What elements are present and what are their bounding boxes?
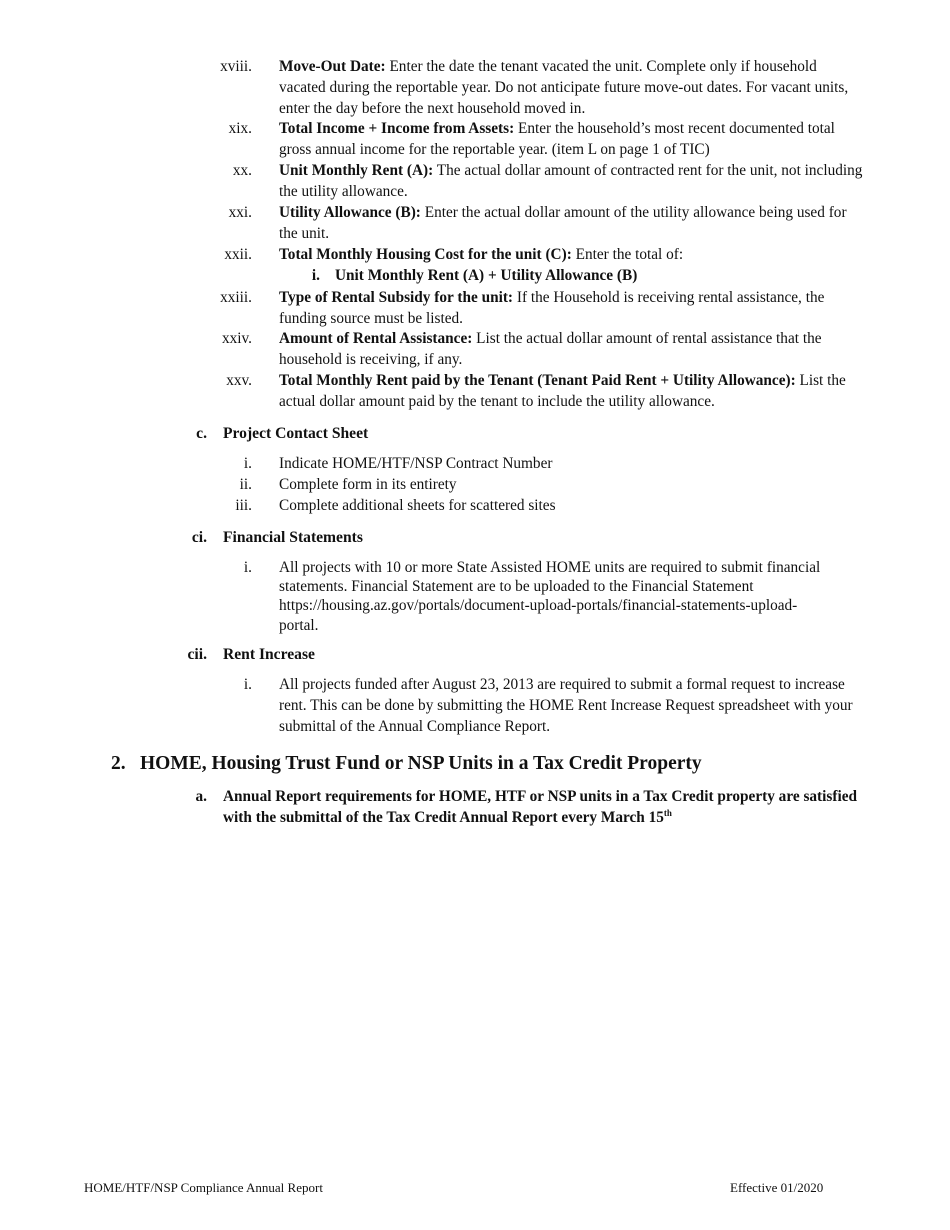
item-text: Enter the date the tenant vacated the unit. Complete only if household vacated during the reportable year. Do not anticipate future move-out dates. For vacant units, enter the day before the next household moved in. <box>279 58 849 117</box>
list-item-number: ii. <box>239 476 252 493</box>
item-label: Total Monthly Rent paid by the Tenant (Tenant Paid Rent + Utility Allowance): <box>279 372 796 389</box>
section-title-tax-credit: HOME, Housing Trust Fund or NSP Units in a Tax Credit Property <box>140 753 702 774</box>
roman-item-move-out-date <box>279 57 863 119</box>
item-number: xxiii. <box>220 289 252 306</box>
list-item-number: iii. <box>235 497 252 514</box>
sub-item-number: i. <box>311 267 320 284</box>
list-item-number: i. <box>243 676 252 693</box>
item-text: The actual dollar amount of contracted rent for the unit, not including the utility allowance. <box>279 162 863 200</box>
section-letter: ci. <box>191 529 207 546</box>
list-item: All projects with 10 or more State Assisted HOME units are required to submit financial statements. Financial Statement are to be uploaded to the Financial Statement https://housing.az.gov/portals/document-upload-portals/financial-statements-upload-portal. <box>279 559 821 634</box>
item-number: xxv. <box>226 372 252 389</box>
item-text: Enter the actual dollar amount of the utility allowance being used for the unit. <box>279 204 847 242</box>
list-item: Indicate HOME/HTF/NSP Contract Number <box>279 455 553 472</box>
item-number: xix. <box>228 120 252 137</box>
footer-left: HOME/HTF/NSP Compliance Annual Report <box>84 1180 323 1195</box>
item-number: xxi. <box>228 204 252 221</box>
footer-right: Effective 01/2020 <box>730 1180 824 1195</box>
item-number: xviii. <box>220 58 252 75</box>
list-item-letter: a. <box>195 788 207 805</box>
item-text: Enter the total of: <box>575 246 684 263</box>
item-label: Amount of Rental Assistance: <box>279 330 473 347</box>
item-text: List the actual dollar amount paid by the tenant to include the utility allowance. <box>279 372 846 410</box>
ordinal-suffix: th <box>663 807 672 818</box>
item-number: xx. <box>232 162 252 179</box>
roman-item-total-housing-cost <box>279 245 869 266</box>
item-text: If the Household is receiving rental assistance, the funding source must be listed. <box>279 289 825 327</box>
roman-item-tenant-paid-rent <box>279 371 869 413</box>
list-item: Complete additional sheets for scattered sites <box>279 497 556 514</box>
list-item-number: i. <box>243 559 252 576</box>
section-title-project-contact: Project Contact Sheet <box>223 425 369 442</box>
roman-item-utility-allowance <box>279 203 869 245</box>
roman-item-rental-assistance-amount <box>279 329 869 371</box>
item-label: Type of Rental Subsidy for the unit: <box>279 289 514 306</box>
roman-item-rental-subsidy-type <box>279 288 869 330</box>
section-number: 2. <box>111 753 126 774</box>
section-title-rent-increase: Rent Increase <box>223 646 315 663</box>
item-number: xxiv. <box>221 330 252 347</box>
item-text: Annual Report requirements for HOME, HTF or NSP units in a Tax Credit property are satisfied with the submittal of the Tax Credit Annual Report every March 15 <box>223 788 857 826</box>
item-text: List the actual dollar amount of rental assistance that the household is receiving, if any. <box>279 330 822 368</box>
section-letter: c. <box>196 425 207 442</box>
item-label: Move-Out Date: <box>279 58 386 75</box>
item-number: xxii. <box>224 246 252 263</box>
item-label: Total Income + Income from Assets: <box>279 120 515 137</box>
item-text: Enter the household’s most recent documented total gross annual income for the reportable year. (item L on page 1 of TIC) <box>279 120 835 158</box>
roman-item-total-income <box>279 119 869 161</box>
sub-item-formula: Unit Monthly Rent (A) + Utility Allowance (B) <box>335 267 638 284</box>
item-label: Utility Allowance (B): <box>279 204 421 221</box>
item-label: Total Monthly Housing Cost for the unit (C): <box>279 246 572 263</box>
section-title-financial-statements: Financial Statements <box>223 529 363 546</box>
list-item: All projects funded after August 23, 2013 are required to submit a formal request to increase rent. This can be done by submitting the HOME Rent Increase Request spreadsheet with your submittal of the Annual Compliance Report. <box>279 676 853 735</box>
item-label: Unit Monthly Rent (A): <box>279 162 434 179</box>
section-letter: cii. <box>187 646 207 663</box>
list-item: Complete form in its entirety <box>279 476 457 493</box>
list-item-number: i. <box>243 455 252 472</box>
list-item-annual-report <box>223 787 863 829</box>
roman-item-unit-monthly-rent <box>279 161 869 203</box>
